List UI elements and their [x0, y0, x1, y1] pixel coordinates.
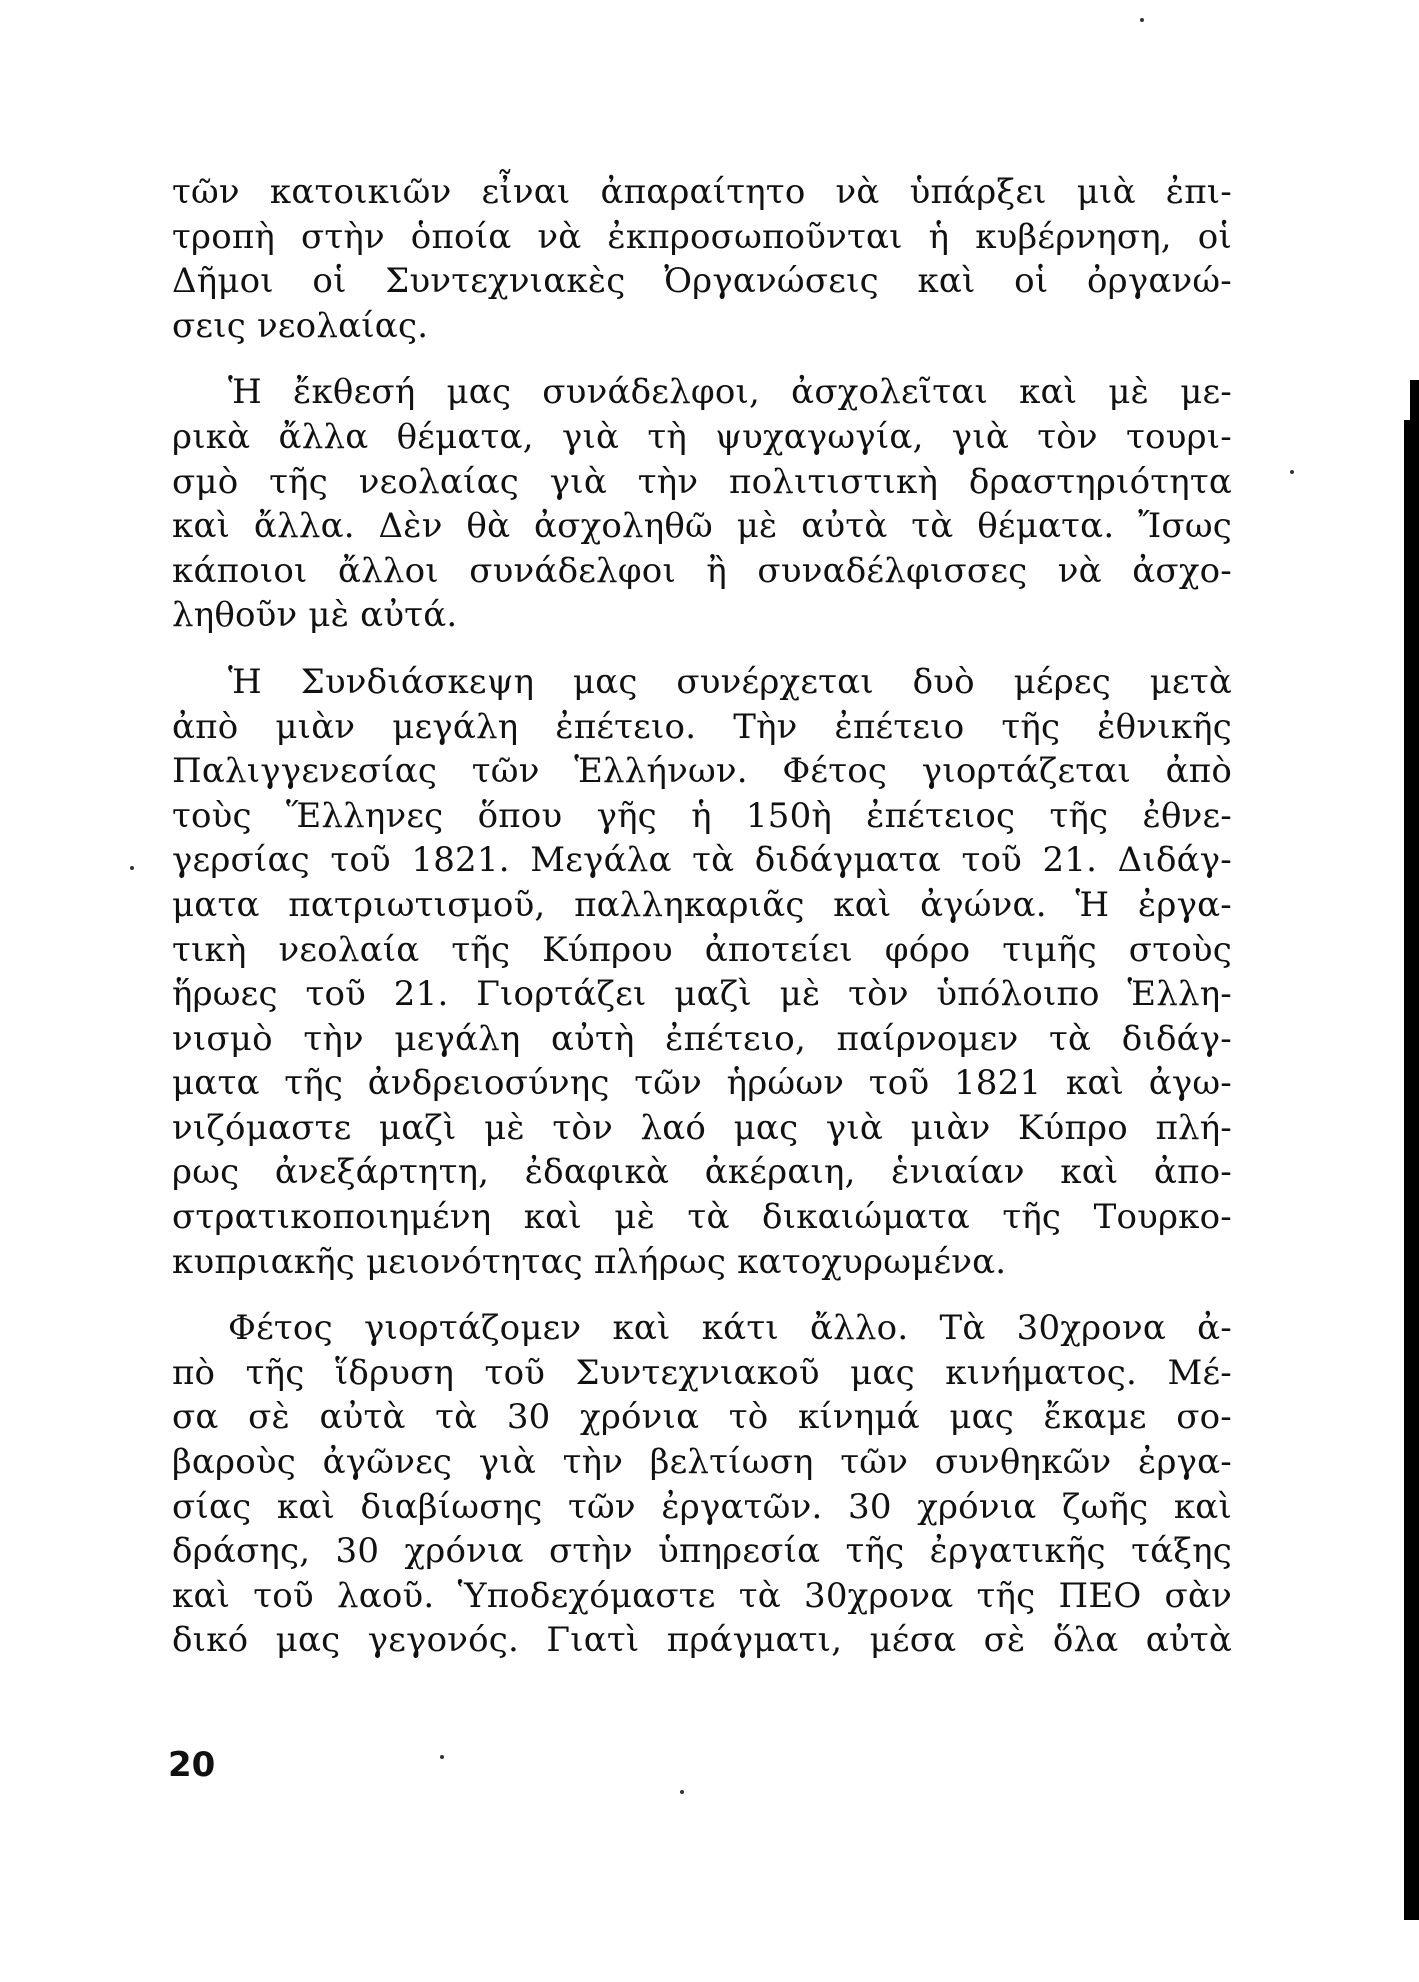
text-line: ματα τῆς ἀνδρειοσύνης τῶν ἡρώων τοῦ 1821 καὶ ἀγω-	[172, 1063, 1232, 1104]
text-line: σμὸ τῆς νεολαίας γιὰ τὴν πολιτιστικὴ δραστηριότητα	[172, 461, 1232, 502]
text-line: νισμὸ τὴν μεγάλη αὐτὴ ἐπέτειο, παίρνομεν τὰ διδάγ-	[172, 1018, 1232, 1059]
text-line: ἀπὸ μιὰν μεγάλη ἐπέτειο. Τὴν ἐπέτειο τῆς ἐθνικῆς	[172, 706, 1232, 747]
text-line: Ἡ ἔκθεσή μας συνάδελφοι, ἀσχολεῖται καὶ μὲ με-	[228, 372, 1232, 413]
body-text	[172, 170, 1232, 1663]
text-line: Φέτος γιορτάζομεν καὶ κάτι ἄλλο. Τὰ 30χρονα ἀ-	[228, 1308, 1232, 1349]
text-line: κάποιοι ἄλλοι συνάδελφοι ἢ συναδέλφισσες νὰ ἀσχο-	[172, 550, 1232, 591]
text-line: βαροὺς ἀγῶνες γιὰ τὴν βελτίωση τῶν συνθηκῶν ἐργα-	[172, 1442, 1232, 1483]
scan-speck	[680, 1790, 684, 1794]
text-line: γερσίας τοῦ 1821. Μεγάλα τὰ διδάγματα τοῦ 21. Διδάγ-	[172, 840, 1232, 881]
text-line: σίας καὶ διαβίωσης τῶν ἐργατῶν. 30 χρόνια ζωῆς καὶ	[172, 1486, 1232, 1527]
text-line: πὸ τῆς ἵδρυση τοῦ Συντεχνιακοῦ μας κινήματος. Μέ-	[172, 1352, 1232, 1393]
text-line: νιζόμαστε μαζὶ μὲ τὸν λαό μας γιὰ μιὰν Κύπρο πλή-	[172, 1107, 1232, 1148]
text-line: τικὴ νεολαία τῆς Κύπρου ἀποτείει φόρο τιμῆς στοὺς	[172, 929, 1232, 970]
text-line: σα σὲ αὐτὰ τὰ 30 χρόνια τὸ κίνημά μας ἔκαμε σο-	[172, 1397, 1232, 1438]
text-line: ληθοῦν μὲ αὐτά.	[172, 595, 458, 636]
text-line: δράσης, 30 χρόνια στὴν ὑπηρεσία τῆς ἐργατικῆς τάξης	[172, 1531, 1232, 1572]
text-line: δικό μας γεγονός. Γιατὶ πράγματι, μέσα σὲ ὅλα αὐτὰ	[172, 1620, 1232, 1661]
text-line: Δῆμοι οἱ Συντεχνιακὲς Ὀργανώσεις καὶ οἱ ὀργανώ-	[172, 261, 1232, 302]
text-line: Παλιγγενεσίας τῶν Ἑλλήνων. Φέτος γιορτάζεται ἀπὸ	[172, 751, 1232, 792]
text-line: τῶν κατοικιῶν εἶναι ἀπαραίτητο νὰ ὑπάρξει μιὰ ἐπι-	[172, 172, 1232, 212]
text-line: ρως ἀνεξάρτητη, ἐδαφικὰ ἀκέραιη, ἑνιαίαν καὶ ἀπο-	[172, 1152, 1232, 1193]
paragraph	[172, 660, 1232, 1284]
scan-speck	[1290, 470, 1294, 474]
scan-speck	[440, 1755, 444, 1759]
paragraph	[172, 370, 1232, 638]
scan-speck	[1140, 18, 1144, 22]
text-line: καὶ τοῦ λαοῦ. Ὑποδεχόμαστε τὰ 30χρονα τῆς ΠΕΟ σὰν	[172, 1575, 1232, 1616]
paragraph	[172, 170, 1232, 348]
text-line: στρατικοποιημένη καὶ μὲ τὰ δικαιώματα τῆς Τουρκο-	[172, 1197, 1232, 1238]
text-line: ματα πατριωτισμοῦ, παλληκαριᾶς καὶ ἀγώνα. Ἡ ἐργα-	[172, 884, 1232, 925]
paragraph	[172, 1306, 1232, 1663]
text-line: ἥρωες τοῦ 21. Γιορτάζει μαζὶ μὲ τὸν ὑπόλοιπο Ἑλλη-	[172, 974, 1232, 1015]
scan-speck	[130, 866, 134, 870]
scan-edge-shadow	[1404, 420, 1419, 1920]
text-line: τροπὴ στὴν ὁποία νὰ ἐκπροσωποῦνται ἡ κυβέρνηση, οἱ	[172, 216, 1232, 257]
page-number: 20	[168, 1745, 216, 1785]
text-line: κυπριακῆς μειονότητας πλήρως κατοχυρωμένα.	[172, 1241, 1007, 1282]
text-line: Ἡ Συνδιάσκεψη μας συνέρχεται δυὸ μέρες μετὰ	[228, 661, 1232, 702]
text-line: ρικὰ ἄλλα θέματα, γιὰ τὴ ψυχαγωγία, γιὰ τὸν τουρι-	[172, 416, 1232, 457]
text-line: σεις νεολαίας.	[172, 305, 429, 346]
text-line: τοὺς Ἕλληνες ὅπου γῆς ἡ 150ὴ ἐπέτειος τῆς ἐθνε-	[172, 795, 1232, 836]
text-line: καὶ ἄλλα. Δὲν θὰ ἀσχοληθῶ μὲ αὐτὰ τὰ θέματα. Ἴσως	[172, 506, 1232, 547]
